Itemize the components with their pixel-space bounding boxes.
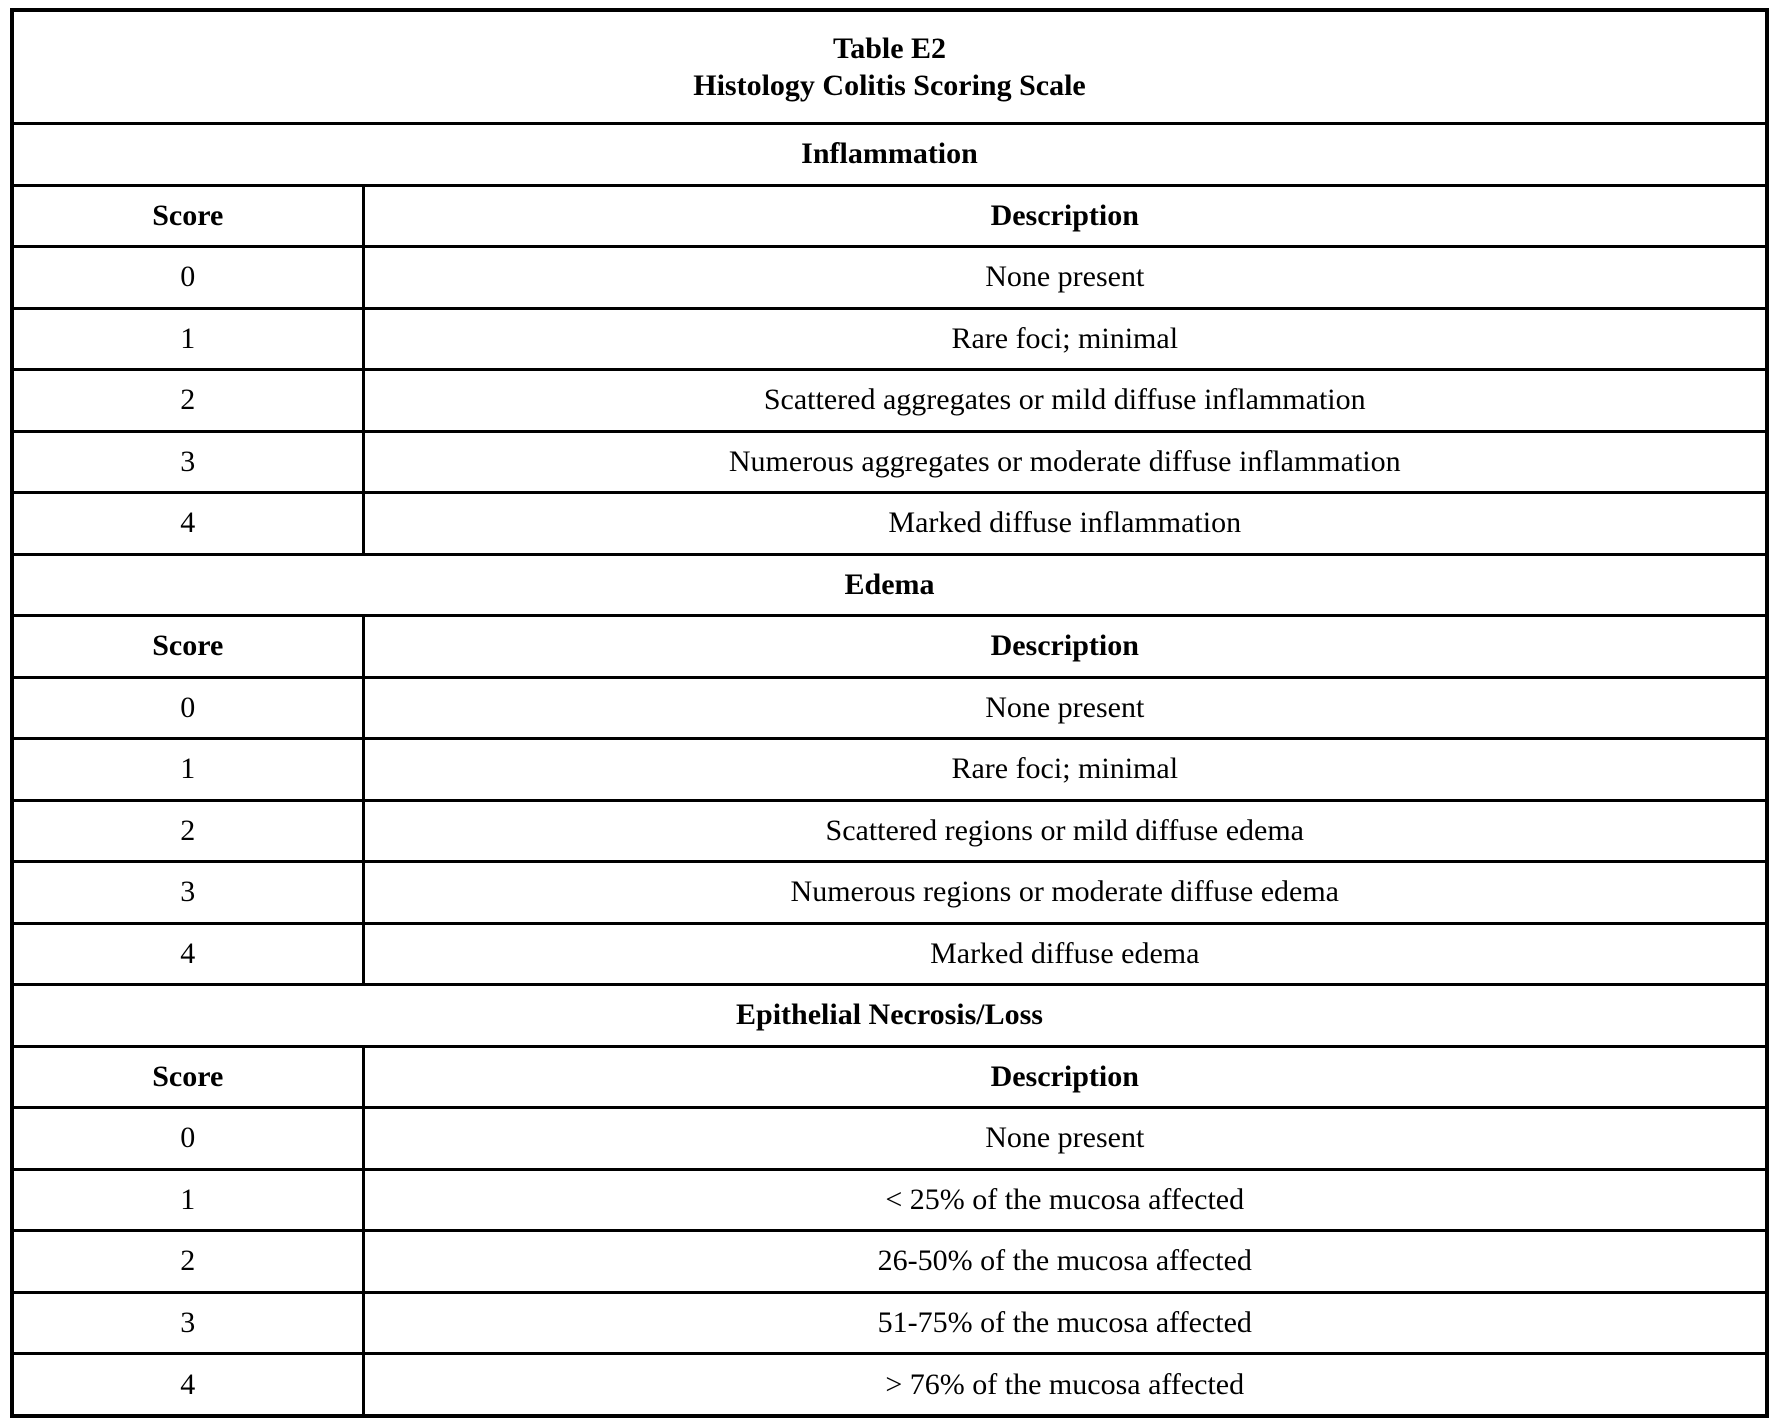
table-title-line1: Table E2 — [832, 31, 947, 65]
score-cell: 1 — [12, 739, 363, 801]
description-column-header: Description — [363, 1046, 1767, 1108]
table-row — [12, 1108, 1767, 1170]
score-column-header: Score — [12, 185, 363, 247]
table-row — [12, 308, 1767, 370]
table-row — [12, 370, 1767, 432]
description-column-header: Description — [363, 616, 1767, 678]
section-header: Inflammation — [12, 124, 1767, 186]
description-cell: Rare foci; minimal — [363, 308, 1767, 370]
score-cell: 3 — [12, 862, 363, 924]
table-row — [12, 862, 1767, 924]
table-row — [12, 923, 1767, 985]
column-header-row — [12, 616, 1767, 678]
description-cell: None present — [363, 247, 1767, 309]
score-cell: 4 — [12, 923, 363, 985]
table-row — [12, 431, 1767, 493]
section-header-row — [12, 124, 1767, 186]
score-cell: 0 — [12, 1108, 363, 1170]
description-cell: < 25% of the mucosa affected — [363, 1169, 1767, 1231]
description-cell: Marked diffuse edema — [363, 923, 1767, 985]
score-cell: 2 — [12, 800, 363, 862]
table-row — [12, 247, 1767, 309]
section-header-row — [12, 554, 1767, 616]
description-cell: Numerous regions or moderate diffuse edema — [363, 862, 1767, 924]
section-header: Epithelial Necrosis/Loss — [12, 985, 1767, 1047]
score-column-header: Score — [12, 616, 363, 678]
score-cell: 4 — [12, 1354, 363, 1416]
description-cell: None present — [363, 1108, 1767, 1170]
description-cell: Rare foci; minimal — [363, 739, 1767, 801]
score-cell: 2 — [12, 370, 363, 432]
description-cell: Scattered regions or mild diffuse edema — [363, 800, 1767, 862]
score-cell: 0 — [12, 247, 363, 309]
score-cell: 3 — [12, 431, 363, 493]
score-cell: 3 — [12, 1292, 363, 1354]
column-header-row — [12, 185, 1767, 247]
table-title-cell — [12, 10, 1767, 124]
description-cell: > 76% of the mucosa affected — [363, 1354, 1767, 1416]
description-cell: Numerous aggregates or moderate diffuse inflammation — [363, 431, 1767, 493]
table-row — [12, 1169, 1767, 1231]
column-header-row — [12, 1046, 1767, 1108]
score-cell: 2 — [12, 1231, 363, 1293]
table-title-row — [12, 10, 1767, 124]
table-row — [12, 493, 1767, 555]
table-row — [12, 677, 1767, 739]
description-cell: 26-50% of the mucosa affected — [363, 1231, 1767, 1293]
table-row — [12, 1231, 1767, 1293]
table-row — [12, 800, 1767, 862]
score-cell: 1 — [12, 1169, 363, 1231]
histology-colitis-scoring-table — [10, 8, 1769, 1418]
description-column-header: Description — [363, 185, 1767, 247]
table-row — [12, 739, 1767, 801]
score-column-header: Score — [12, 1046, 363, 1108]
section-header: Edema — [12, 554, 1767, 616]
description-cell: 51-75% of the mucosa affected — [363, 1292, 1767, 1354]
description-cell: None present — [363, 677, 1767, 739]
description-cell: Scattered aggregates or mild diffuse inflammation — [363, 370, 1767, 432]
score-cell: 4 — [12, 493, 363, 555]
score-cell: 0 — [12, 677, 363, 739]
section-header-row — [12, 985, 1767, 1047]
table-body — [12, 10, 1767, 1416]
table-title-line2: Histology Colitis Scoring Scale — [693, 69, 1086, 103]
score-cell: 1 — [12, 308, 363, 370]
description-cell: Marked diffuse inflammation — [363, 493, 1767, 555]
table-row — [12, 1292, 1767, 1354]
table-row — [12, 1354, 1767, 1416]
